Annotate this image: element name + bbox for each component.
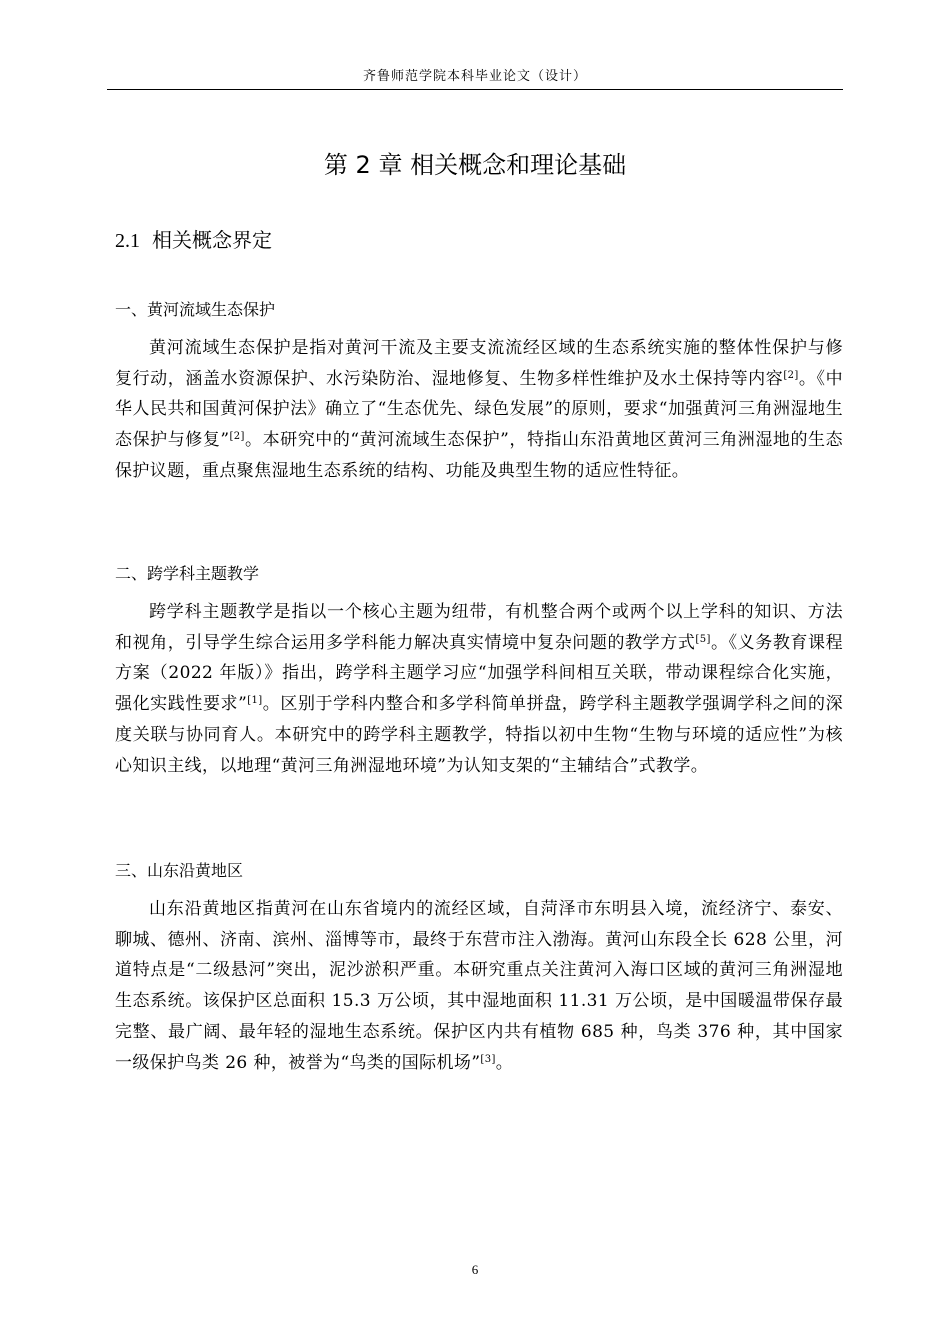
section-title xyxy=(115,226,272,255)
paragraph-text: 。《义务教育课程方案（2022 年版）》指出，跨学科主题学习应“加强学科间相互关联，带动课程综合化实施，强化实践性要求” xyxy=(115,632,844,715)
paragraph-shandong-yellow-river-region xyxy=(115,894,843,1078)
subsection-heading-shandong-yellow-river-region: 三、山东沿黄地区 xyxy=(115,861,244,880)
paragraph-text: 。区别于学科内整合和多学科简单拼盘，跨学科主题教学强调学科之间的深度关联与协同育人。本研究中的跨学科主题教学，特指以初中生物“生物与环境的适应性”为核心知识主线，以地理“黄河三角洲湿地环境”为认知支架的“主辅结合”式教学。 xyxy=(115,694,844,776)
subsection-heading-yellow-river-protection: 一、黄河流域生态保护 xyxy=(115,300,276,319)
section-number: 2.1 xyxy=(115,230,140,252)
paragraph-text: 山东沿黄地区指黄河在山东省境内的流经区域，自菏泽市东明县入境，流经济宁、泰安、聊城、德州、济南、滨州、淄博等市，最终于东营市注入渤海。黄河山东段全长 628 公里，河道特点是“二级悬河”突出，泥沙淤积严重。本研究重点关注黄河入海口区域的黄河三角洲湿地生态系统。该保护区总面积 15.3 万公顷，其中湿地面积 11.31 万公顷，是中国暖温带保存最完整、最广阔、最年轻的湿地生态系统。保护区内共有植物 685 种，鸟类 376 种，其中国家一级保护鸟类 26 种，被誉为“鸟类的国际机场” xyxy=(115,899,843,1073)
paragraph-yellow-river-protection xyxy=(115,333,843,487)
subsection-heading-interdisciplinary-teaching: 二、跨学科主题教学 xyxy=(115,564,260,583)
paragraph-text: 。 xyxy=(495,1052,514,1073)
page-number: 6 xyxy=(471,1262,479,1277)
citation-ref: [2] xyxy=(229,431,245,443)
citation-ref: [5] xyxy=(695,633,711,645)
paragraph-text: 。《中华人民共和国黄河保护法》确立了“生态优先、绿色发展”的原则，要求“加强黄河三角洲湿地生态保护与修复” xyxy=(115,368,843,451)
paragraph-text: 黄河流域生态保护是指对黄河干流及主要支流流经区域的生态系统实施的整体性保护与修复行动，涵盖水资源保护、水污染防治、湿地修复、生物多样性维护及水土保持等内容 xyxy=(115,338,843,389)
paragraph-interdisciplinary-teaching xyxy=(115,597,843,781)
citation-ref: [2] xyxy=(783,369,799,381)
citation-ref: [3] xyxy=(480,1053,496,1065)
paragraph-text: 。本研究中的“黄河流域生态保护”，特指山东沿黄地区黄河三角洲湿地的生态保护议题，重点聚焦湿地生态系统的结构、功能及典型生物的适应性特征。 xyxy=(115,430,843,481)
citation-ref: [1] xyxy=(247,695,263,707)
section-title-text: 相关概念界定 xyxy=(152,228,272,252)
header-rule xyxy=(107,89,843,90)
chapter-title: 第 2 章 相关概念和理论基础 xyxy=(323,151,627,179)
paragraph-text: 跨学科主题教学是指以一个核心主题为纽带，有机整合两个或两个以上学科的知识、方法和视角，引导学生综合运用多学科能力解决真实情境中复杂问题的教学方式 xyxy=(115,602,843,653)
running-header: 齐鲁师范学院本科毕业论文（设计） xyxy=(362,69,587,84)
